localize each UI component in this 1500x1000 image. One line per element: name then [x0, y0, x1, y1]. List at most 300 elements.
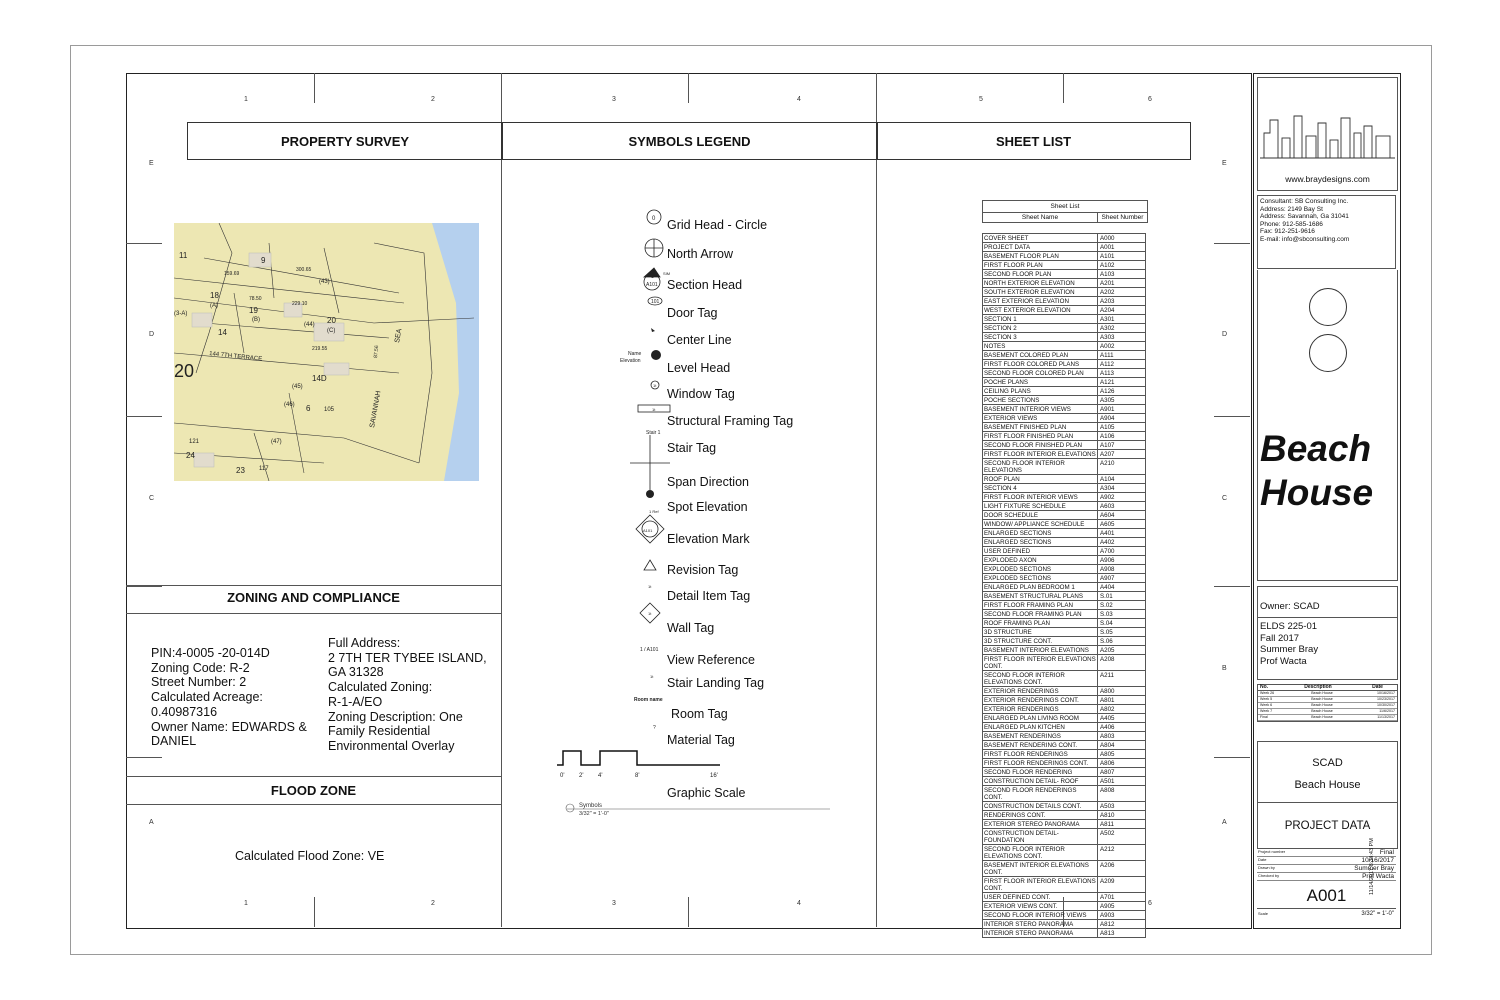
meta-value: Prof Wacta — [1362, 873, 1394, 880]
sheet-list-row — [982, 450, 1146, 459]
course-professor: Prof Wacta — [1260, 655, 1307, 667]
grid-col-6-bottom: 6 — [1148, 900, 1152, 907]
map-dim-229: 229.10 — [292, 301, 308, 307]
sheet-list-row — [982, 786, 1146, 802]
property-survey-map — [174, 223, 479, 481]
room-tag-label: Room name — [634, 697, 663, 703]
sheet-number: A903 — [1100, 912, 1115, 919]
legend-section-head: Section Head — [667, 278, 743, 292]
sheet-number: A603 — [1100, 503, 1115, 510]
map-lot-14d: 14D — [312, 374, 327, 383]
sheet-list-row — [982, 432, 1146, 441]
consultant-name: Consultant: SB Consulting Inc. — [1260, 198, 1349, 205]
sheet-name: WEST EXTERIOR ELEVATION — [983, 306, 1098, 314]
sheet-list-row — [982, 637, 1146, 646]
map-street-sea: SEA — [394, 328, 404, 344]
map-lot-20c: (C) — [327, 328, 336, 334]
sheet-number: A805 — [1100, 751, 1115, 758]
sheet-number: A813 — [1100, 930, 1115, 937]
grid-head-number: 0 — [652, 216, 656, 222]
zoning-address-label: Full Address: — [328, 636, 401, 650]
sheet-number: A206 — [1100, 862, 1115, 869]
revision-rows — [1258, 691, 1397, 721]
sheet-name: CONSTRUCTION DETAILS CONT. — [983, 802, 1098, 810]
grid-col-4: 4 — [797, 96, 801, 103]
sheet-list-title: SHEET LIST — [995, 133, 1072, 149]
detail-item-number: 1t — [648, 584, 652, 589]
grid-col-4-bottom: 4 — [797, 900, 801, 907]
sheet-name: BASEMENT STRUCTURAL PLANS — [983, 592, 1098, 600]
sheet-number: A002 — [1100, 343, 1115, 350]
sheet-list-row — [982, 547, 1146, 556]
zoning-address: 2 7TH TER TYBEE ISLAND, — [328, 650, 487, 665]
map-lot-19: 19 — [249, 306, 258, 315]
legend-revision-tag: Revision Tag — [667, 563, 739, 577]
sheet-list-row — [982, 459, 1146, 475]
sheet-number: A208 — [1100, 656, 1115, 663]
map-dim-117: 117 — [259, 466, 269, 472]
sheet-name: ROOF PLAN — [983, 475, 1098, 483]
sheet-name: INTERIOR STERO PANORAMA — [983, 929, 1098, 937]
graphic-scale-bar — [555, 745, 835, 815]
sheet-name: POCHE PLANS — [983, 378, 1098, 386]
sheet-name: BASEMENT RENDERINGS — [983, 732, 1098, 740]
stamp-circle-bottom — [1309, 334, 1347, 372]
sheet-number: A204 — [1100, 307, 1115, 314]
sheet-list-row — [982, 574, 1146, 583]
zoning-owner-2: DANIEL — [151, 734, 197, 749]
scale-label: Scale — [1258, 911, 1269, 916]
sheet-name: BASEMENT FINISHED PLAN — [983, 423, 1098, 431]
legend-spot-elevation: Spot Elevation — [667, 500, 748, 514]
sheet-name: FIRST FLOOR FINISHED PLAN — [983, 432, 1098, 440]
sheet-name: FIRST FLOOR INTERIOR ELEVATIONS CONT. — [983, 877, 1098, 892]
consultant-email: E-mail: info@sbconsulting.com — [1260, 235, 1350, 243]
sheet-number: S.04 — [1100, 620, 1113, 627]
sheet-number: A000 — [1100, 235, 1115, 242]
map-parcel-45: (45) — [292, 384, 303, 390]
sheet-list-row — [982, 741, 1146, 750]
sheet-name: SECTION 3 — [983, 333, 1098, 341]
grid-col-1-bottom: 1 — [244, 900, 248, 907]
sheet-number: A810 — [1100, 812, 1115, 819]
sheet-number: A406 — [1100, 724, 1115, 731]
legend-room-tag: Room Tag — [671, 707, 728, 721]
section-head-ref: A101 — [646, 282, 658, 288]
sheet-name: EAST EXTERIOR ELEVATION — [983, 297, 1098, 305]
sheet-number: A211 — [1100, 672, 1114, 679]
symbols-legend-header — [501, 122, 878, 160]
sheet-list-row — [982, 529, 1146, 538]
revision-desc: Beach House — [1311, 697, 1333, 701]
stair-tag-label: Stair 1 — [646, 430, 661, 436]
map-lot-19b: (B) — [252, 317, 260, 323]
sheet-list-row — [982, 601, 1146, 610]
sheet-name: NORTH EXTERIOR ELEVATION — [983, 279, 1098, 287]
section-head-sim: SIM — [663, 271, 671, 276]
sheet-number: A302 — [1100, 325, 1115, 332]
sheet-name: EXPLODED SECTIONS — [983, 565, 1098, 573]
material-tag-mark: ? — [653, 725, 656, 731]
sheet-list-row — [982, 378, 1146, 387]
sheet-name: CEILING PLANS — [983, 387, 1098, 395]
sheet-number: A501 — [1100, 778, 1115, 785]
revision-date: 11/6/2017 — [1379, 709, 1395, 713]
revision-date: 11/13/2017 — [1377, 715, 1395, 719]
sheet-list-row — [982, 475, 1146, 484]
sheet-number: A106 — [1100, 433, 1115, 440]
revision-date: 10/23/2017 — [1377, 697, 1395, 701]
sheet-list-row — [982, 279, 1146, 288]
sheet-number: A811 — [1100, 821, 1114, 828]
grid-col-3: 3 — [612, 96, 616, 103]
map-lot-23: 23 — [236, 466, 245, 475]
sheet-list-row — [982, 723, 1146, 732]
meta-value: Summer Bray — [1354, 865, 1394, 872]
map-parcel-46: (46) — [284, 402, 295, 408]
sheet-name: FIRST FLOOR INTERIOR ELEVATIONS — [983, 450, 1098, 458]
map-lot-18a: (A) — [210, 303, 218, 309]
elevation-mark-1ref: 1 Ref — [649, 509, 659, 514]
client-project: Beach House — [1294, 779, 1361, 791]
door-tag-number: 101 — [651, 299, 660, 305]
sheet-list-header — [876, 122, 1191, 160]
sheet-name: SOUTH EXTERIOR ELEVATION — [983, 288, 1098, 296]
revision-no: Final — [1260, 715, 1268, 719]
sheet-number: S.06 — [1100, 638, 1113, 645]
sheet-number: A001 — [1100, 244, 1115, 251]
sheet-list-row — [982, 297, 1146, 306]
sheet-list-row — [982, 360, 1146, 369]
revision-desc: Beach House — [1311, 715, 1333, 719]
sheet-list-row — [982, 342, 1146, 351]
revision-date: 10/16/2017 — [1377, 691, 1395, 695]
sheet-name: SECOND FLOOR INTERIOR ELEVATIONS CONT. — [983, 671, 1098, 686]
rev-col-date: Date — [1372, 684, 1383, 690]
sheet-list-row — [982, 671, 1146, 687]
sheet-name: 3D STRUCTURE — [983, 628, 1098, 636]
revision-row — [1258, 715, 1397, 721]
owner: Owner: SCAD — [1260, 601, 1320, 612]
course-term: Fall 2017 — [1260, 632, 1300, 644]
sheet-name: BASEMENT INTERIOR ELEVATIONS CONT. — [983, 861, 1098, 876]
sheet-name: BASEMENT RENDERING CONT. — [983, 741, 1098, 749]
legend-graphic-scale: Graphic Scale — [667, 786, 746, 800]
meta-row — [1257, 849, 1396, 857]
grid-row-a-right: A — [1222, 819, 1227, 826]
level-head-name: Name — [628, 351, 642, 357]
sheet-list-row — [982, 493, 1146, 502]
sheet-number: A901 — [1100, 406, 1115, 413]
sheet-list-row — [982, 861, 1146, 877]
sheet-list-row — [982, 502, 1146, 511]
sheet-name: EXTERIOR RENDERINGS CONT. — [983, 696, 1098, 704]
sheet-number: A906 — [1100, 557, 1115, 564]
meta-rows — [1257, 849, 1396, 881]
zoning-address-2: GA 31328 — [328, 665, 384, 680]
client-box — [1257, 741, 1398, 849]
legend-grid-head: Grid Head - Circle — [667, 218, 768, 232]
map-lot-11: 11 — [179, 251, 188, 260]
grid-col-1: 1 — [244, 96, 248, 103]
sheet-list-row — [982, 369, 1146, 378]
sheet-name: INTERIOR STERO PANORAMA — [983, 920, 1098, 928]
sheet-list-col-number: Sheet Number — [1101, 214, 1144, 221]
legend-stair-landing-tag: Stair Landing Tag — [667, 676, 765, 690]
sheet-list-row — [982, 520, 1146, 529]
sheet-list-row — [982, 288, 1146, 297]
property-survey-title: PROPERTY SURVEY — [280, 133, 410, 149]
sheet-number: A604 — [1100, 512, 1115, 519]
grid-row-d: D — [149, 331, 155, 338]
sheet-list-row — [982, 829, 1146, 845]
zoning-code: Zoning Code: R-2 — [151, 660, 250, 675]
zoning-header: ZONING AND COMPLIANCE — [227, 590, 400, 605]
sheet-name: FIRST FLOOR FRAMING PLAN — [983, 601, 1098, 609]
sheet-list-row — [982, 414, 1146, 423]
sheet-list-row — [982, 441, 1146, 450]
sheet-list-row — [982, 252, 1146, 261]
level-head-elevation: Elevation — [620, 358, 641, 364]
spot-elevation-symbol — [646, 490, 654, 498]
map-dim-105: 105 — [324, 407, 335, 413]
rev-col-no: No. — [1260, 684, 1269, 690]
sheet-list-row — [982, 696, 1146, 705]
sheet-number: A105 — [1100, 424, 1115, 431]
sheet-list-row — [982, 556, 1146, 565]
sheet-name: SECOND FLOOR COLORED PLAN — [983, 369, 1098, 377]
grid-col-2: 2 — [431, 96, 435, 103]
sheet-number: A113 — [1100, 370, 1114, 377]
sheet-list-row — [982, 811, 1146, 820]
legend-span-direction: Span Direction — [667, 475, 749, 489]
grid-row-e-right: E — [1222, 160, 1227, 167]
course-student: Summer Bray — [1260, 644, 1319, 655]
grid-row-d-right: D — [1222, 331, 1228, 338]
stair-landing-number: 1t — [650, 674, 654, 679]
map-lot-14: 14 — [218, 328, 227, 337]
legend-north-arrow: North Arrow — [667, 247, 733, 261]
sheet-list-row — [982, 759, 1146, 768]
meta-label: Checked by — [1258, 873, 1280, 878]
zoning-acreage-label: Calculated Acreage: — [151, 690, 263, 705]
sheet-list-row — [982, 877, 1146, 893]
sheet-name: SECOND FLOOR FINISHED PLAN — [983, 441, 1098, 449]
sheet-name: SECOND FLOOR INTERIOR ELEVATIONS CONT. — [983, 845, 1098, 860]
sheet-name: LIGHT FIXTURE SCHEDULE — [983, 502, 1098, 510]
zoning-desc: Zoning Description: One — [328, 709, 463, 724]
meta-row — [1257, 857, 1396, 865]
sheet-number: A700 — [1100, 548, 1115, 555]
grid-row-c: C — [149, 495, 155, 502]
sheet-list-row — [982, 324, 1146, 333]
zoning-left-column — [151, 646, 307, 749]
map-lot-20: 20 — [327, 316, 336, 325]
sheet-number: A103 — [1100, 271, 1115, 278]
sheet-list-row — [982, 902, 1146, 911]
sheet-number: A112 — [1100, 361, 1114, 368]
zoning-calc-label: Calculated Zoning: — [328, 680, 433, 695]
website-url: www.braydesigns.com — [1285, 174, 1370, 184]
revision-date: 10/30/2017 — [1377, 703, 1395, 707]
scale-mark-4: 4' — [598, 773, 603, 779]
map-dim-159: 159.69 — [224, 271, 240, 277]
revision-desc: Beach House — [1311, 691, 1333, 695]
sheet-list-row — [982, 423, 1146, 432]
sheet-list-row — [982, 565, 1146, 574]
meta-label: Drawn by — [1258, 865, 1275, 870]
map-lot-3a: (3-A) — [174, 311, 188, 317]
flood-zone-header: FLOOD ZONE — [270, 783, 357, 798]
sheet-name: BASEMENT INTERIOR VIEWS — [983, 405, 1098, 413]
plot-timestamp: 11/14/2017 8:34:43 PM — [1369, 838, 1375, 895]
zoning-street-number: Street Number: 2 — [151, 675, 247, 690]
sheet-name: BASEMENT COLORED PLAN — [983, 351, 1098, 359]
sheet-list-row — [982, 714, 1146, 723]
sheet-list-row — [982, 750, 1146, 759]
stamp-circle-top — [1309, 288, 1347, 326]
sheet-number: A101 — [1100, 253, 1115, 260]
grid-col-5: 5 — [979, 96, 983, 103]
sheet-name: NOTES — [983, 342, 1098, 350]
sheet-name: SECOND FLOOR PLAN — [983, 270, 1098, 278]
sheet-number: A205 — [1100, 647, 1115, 654]
sheet-number: A605 — [1100, 521, 1115, 528]
sheet-name: CONSTRUCTION DETAIL- FOUNDATION — [983, 829, 1098, 844]
sheet-list-row — [982, 387, 1146, 396]
sheet-title: PROJECT DATA — [1284, 820, 1371, 832]
legend-view-reference: View Reference — [667, 653, 756, 667]
sheet-list-row — [982, 619, 1146, 628]
symbols-caption: Symbols — [579, 803, 603, 809]
sheet-list-row — [982, 820, 1146, 829]
sheet-number: A107 — [1100, 442, 1115, 449]
consultant-phone: Phone: 912-585-1686 — [1260, 220, 1323, 228]
sheet-number: A203 — [1100, 298, 1115, 305]
logo-box — [1257, 77, 1398, 191]
symbols-legend-title: SYMBOLS LEGEND — [628, 133, 751, 149]
sheet-list-row — [982, 705, 1146, 714]
grid-row-a: A — [149, 819, 154, 826]
meta-row — [1257, 873, 1396, 881]
sheet-number: A304 — [1100, 485, 1115, 492]
sheet-name: FIRST FLOOR PLAN — [983, 261, 1098, 269]
sheet-list-row — [982, 270, 1146, 279]
sheet-number: A301 — [1100, 316, 1115, 323]
sheet-list-row — [982, 243, 1146, 252]
sheet-list-row — [982, 583, 1146, 592]
sheet-list-row — [982, 929, 1146, 938]
sheet-list-row — [982, 610, 1146, 619]
sheet-name: COVER SHEET — [983, 234, 1098, 242]
sheet-name: EXTERIOR STEREO PANORAMA — [983, 820, 1098, 828]
sheet-name: SECOND FLOOR INTERIOR ELEVATIONS — [983, 459, 1098, 474]
zoning-right-column — [328, 636, 487, 754]
consultant-address: Address: 2149 Bay St — [1260, 205, 1323, 213]
sheet-list-row — [982, 405, 1146, 414]
sheet-meta — [1257, 849, 1396, 917]
sheet-list-rows — [982, 233, 1146, 938]
sheet-list-row — [982, 396, 1146, 405]
sheet-list-row — [982, 911, 1146, 920]
sheet-number: A803 — [1100, 733, 1115, 740]
map-street-savannah: SAVANNAH — [369, 390, 383, 429]
map-block-20: 20 — [174, 361, 195, 381]
sheet-number: A121 — [1100, 379, 1115, 386]
sheet-name: FIRST FLOOR COLORED PLANS — [983, 360, 1098, 368]
map-lot-24: 24 — [186, 451, 195, 460]
sheet-number: A212 — [1100, 846, 1115, 853]
sheet-list-row — [982, 646, 1146, 655]
sheet-number: A404 — [1100, 584, 1115, 591]
sheet-number: A303 — [1100, 334, 1115, 341]
sheet-name: RENDERINGS CONT. — [983, 811, 1098, 819]
owner-box — [1257, 586, 1398, 680]
revision-no: Week 6 — [1260, 703, 1273, 707]
view-reference-number: 1 / A101 — [640, 647, 659, 653]
grid-col-2-bottom: 2 — [431, 900, 435, 907]
sheet-name: BASEMENT INTERIOR ELEVATIONS — [983, 646, 1098, 654]
sheet-list-row — [982, 845, 1146, 861]
sheet-number: A907 — [1100, 575, 1115, 582]
sheet-number: A908 — [1100, 566, 1115, 573]
consultant-fax: Fax: 912-251-9616 — [1260, 228, 1315, 236]
meta-label: Project number — [1258, 849, 1286, 854]
sheet-list-row — [982, 655, 1146, 671]
symbols-scale: 3/32" = 1'-0" — [579, 811, 609, 815]
sheet-list-row — [982, 768, 1146, 777]
sheet-number: A305 — [1100, 397, 1115, 404]
sheet-number: A402 — [1100, 539, 1115, 546]
scale-mark-2: 2' — [579, 773, 584, 779]
sheet-list-row — [982, 920, 1146, 929]
project-name-1: Beach — [1260, 428, 1372, 469]
sheet-name: SECOND FLOOR RENDERING — [983, 768, 1098, 776]
map-parcel-47: (47) — [271, 439, 282, 445]
sheet-number: A126 — [1100, 388, 1115, 395]
meta-row — [1257, 865, 1396, 873]
map-parcel-44: (44) — [304, 322, 315, 328]
map-lot-18: 18 — [210, 291, 219, 300]
zoning-desc-2: Family Residential — [328, 724, 431, 739]
sheet-name: ENLARGED PLAN BEDROOM 1 — [983, 583, 1098, 591]
sheet-list-row — [982, 351, 1146, 360]
sheet-list-row — [982, 233, 1146, 243]
sheet-list-col-name: Sheet Name — [983, 213, 1098, 222]
client-name: SCAD — [1312, 757, 1343, 769]
sheet-number: S.05 — [1100, 629, 1113, 636]
sheet-number: A905 — [1100, 903, 1115, 910]
sheet-name: EXTERIOR VIEWS — [983, 414, 1098, 422]
stamp-area — [1257, 270, 1398, 581]
sheet-number: A405 — [1100, 715, 1115, 722]
property-survey-header — [187, 122, 503, 160]
sheet-number: A804 — [1100, 742, 1115, 749]
revision-table — [1257, 684, 1398, 722]
sheet-number: A502 — [1100, 830, 1115, 837]
zoning-owner: Owner Name: EDWARDS & — [151, 719, 307, 734]
sheet-number: A802 — [1100, 706, 1115, 713]
meta-value: 10/16/2017 — [1361, 857, 1394, 864]
sheet-list-row — [982, 732, 1146, 741]
sheet-name: SECOND FLOOR INTERIOR VIEWS — [983, 911, 1098, 919]
map-lot-9: 9 — [261, 256, 266, 265]
map-parcel-43: (43) — [319, 279, 330, 285]
zoning-acreage: 0.40987316 — [151, 704, 218, 719]
revision-desc: Beach House — [1311, 703, 1333, 707]
sheet-list-row — [982, 802, 1146, 811]
legend-material-tag: Material Tag — [667, 733, 735, 747]
